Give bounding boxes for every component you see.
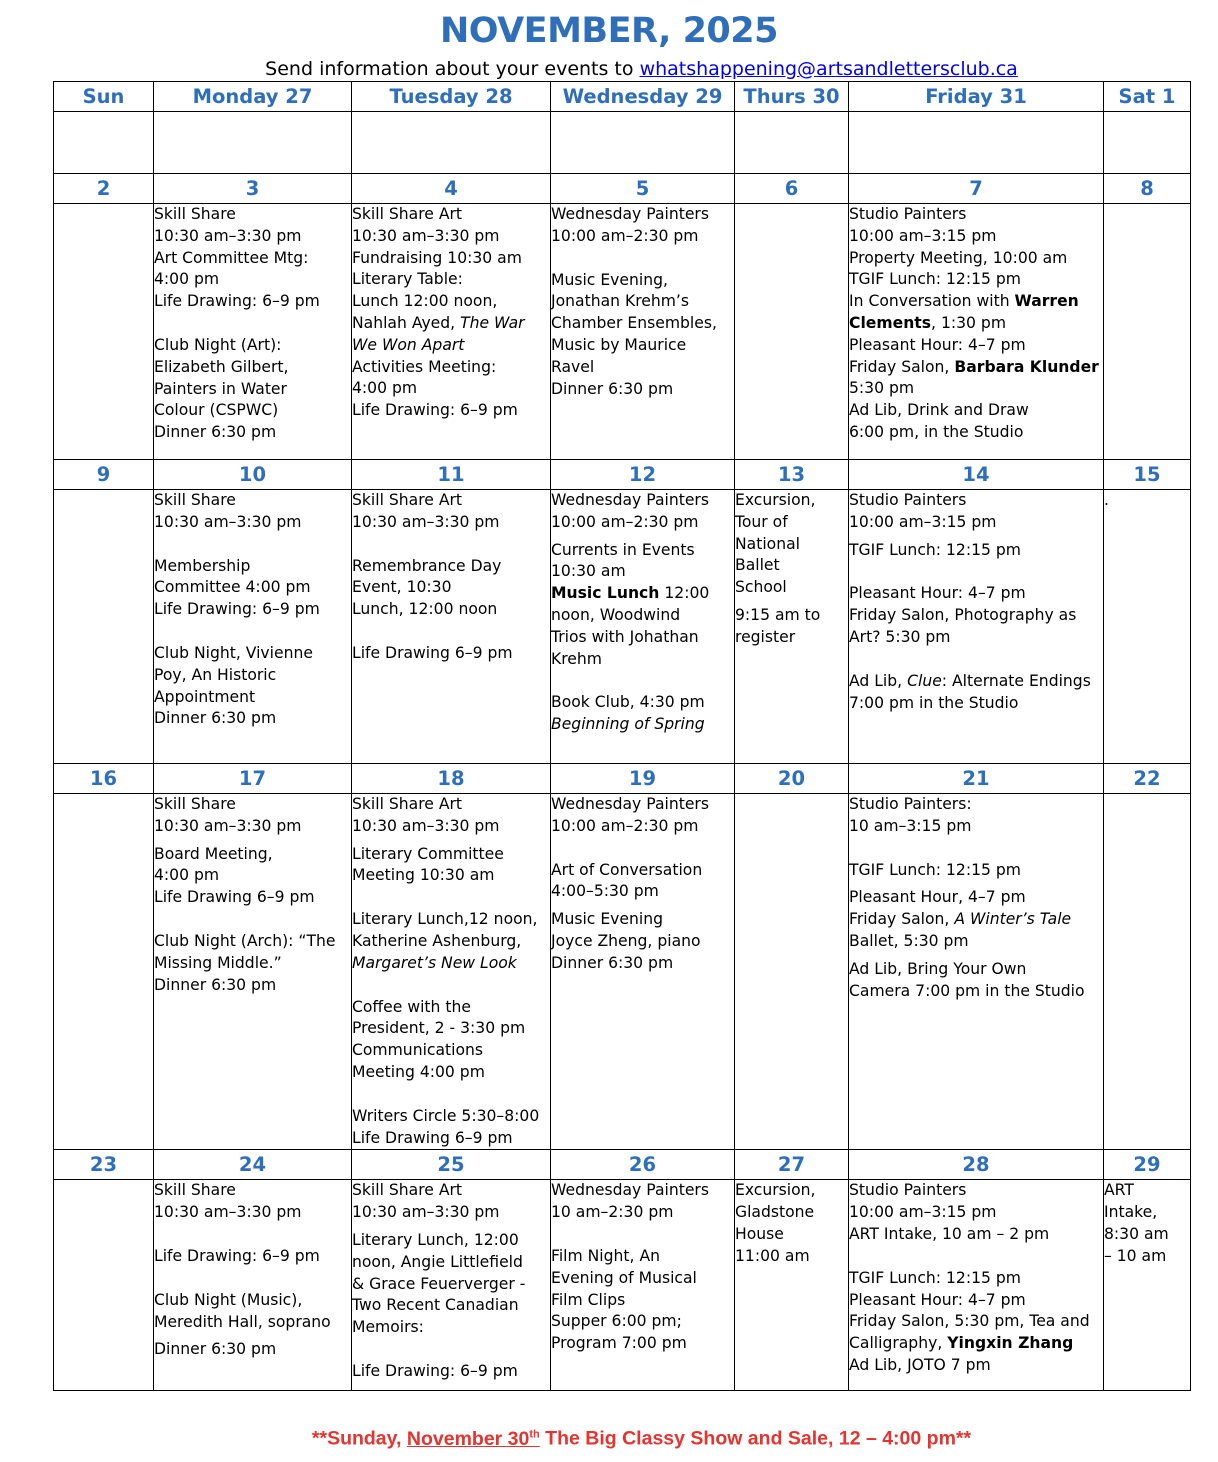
event-line: – 10 am <box>1104 1246 1167 1265</box>
event-line: Program 7:00 pm <box>551 1334 687 1353</box>
event-line: We Won Apart <box>352 335 465 354</box>
day-cell <box>849 794 1104 1150</box>
day-cell <box>154 490 352 764</box>
date-number: 28 <box>849 1150 1104 1180</box>
event-line: Memoirs: <box>352 1318 424 1337</box>
date-number: 27 <box>735 1150 849 1180</box>
event-line: Skill Share Art <box>352 491 463 509</box>
event-line: noon, Woodwind <box>551 605 681 624</box>
event-line: TGIF Lunch: 12:15 pm <box>849 540 1021 559</box>
event-line: TGIF Lunch: 12:15 pm <box>849 860 1021 879</box>
event-line: Krehm <box>551 649 602 668</box>
date-number: 13 <box>735 460 849 490</box>
event-line: Board Meeting, <box>154 844 273 863</box>
date-number: 26 <box>551 1150 735 1180</box>
event-line: 10:30 am–3:30 pm <box>154 1203 302 1222</box>
event-line: Fundraising 10:30 am <box>352 248 522 267</box>
date-number: 7 <box>849 174 1104 204</box>
event-line: Skill Share Art <box>352 795 463 813</box>
event-line: 8:30 am <box>1104 1224 1169 1243</box>
day-header-sun: Sun <box>54 82 154 112</box>
event-line: Ad Lib, Drink and Draw <box>849 401 1029 420</box>
day-cell <box>352 794 551 1150</box>
day-header-wed: Wednesday 29 <box>551 82 735 112</box>
event-line: 10 am–2:30 pm <box>551 1203 674 1222</box>
event-line: Dinner 6:30 pm <box>551 379 674 398</box>
day-cell <box>735 794 849 1150</box>
day-header-mon: Monday 27 <box>154 82 352 112</box>
event-line: Evening of Musical <box>551 1268 697 1287</box>
day-cell <box>551 1180 735 1391</box>
day-cell <box>352 1180 551 1391</box>
event-line: Lunch 12:00 noon, <box>352 292 498 311</box>
event-line: Meredith Hall, soprano <box>154 1312 331 1331</box>
event-line: Art? 5:30 pm <box>849 627 951 646</box>
date-number: 24 <box>154 1150 352 1180</box>
event-line: Joyce Zheng, piano <box>551 931 701 950</box>
event-line: 10:30 am–3:30 pm <box>154 226 302 245</box>
event-line: Pleasant Hour: 4–7 pm <box>849 1290 1026 1309</box>
event-line: 6:00 pm, in the Studio <box>849 422 1024 441</box>
event-line: 4:00 pm <box>154 866 220 885</box>
event-line: Literary Table: <box>352 270 463 289</box>
event-line: Music by Maurice <box>551 335 687 354</box>
event-line: Skill Share <box>154 491 236 509</box>
event-line: Coffee with the <box>352 997 471 1016</box>
week2-date-row <box>54 460 1191 490</box>
event-line: Dinner 6:30 pm <box>154 975 277 994</box>
week4-events-row <box>54 1180 1191 1391</box>
event-line: Dinner 6:30 pm <box>154 423 277 442</box>
event-line: Communications <box>352 1041 484 1060</box>
date-number: 22 <box>1104 764 1191 794</box>
event-line: Friday Salon, Photography as <box>849 606 1077 625</box>
event-line: Appointment <box>154 687 256 706</box>
event-line: & Grace Feuerverger - <box>352 1274 526 1293</box>
week3-date-row <box>54 764 1191 794</box>
calendar-table <box>53 81 1191 1391</box>
event-line: Missing Middle.” <box>154 953 282 972</box>
empty-cell <box>54 112 154 174</box>
footer-rest: The Big Classy Show and Sale, 12 – 4:00 pm** <box>539 1427 972 1450</box>
day-header-thu: Thurs 30 <box>735 82 849 112</box>
date-number: 14 <box>849 460 1104 490</box>
day-cell <box>735 490 849 764</box>
event-line: Studio Painters <box>849 491 967 509</box>
date-number: 29 <box>1104 1150 1191 1180</box>
event-line: 10:00 am–3:15 pm <box>849 1203 997 1222</box>
day-cell <box>1104 1180 1191 1391</box>
event-line: Film Clips <box>551 1290 626 1309</box>
event-line: Dinner 6:30 pm <box>154 709 277 728</box>
event-line: Book Club, 4:30 pm <box>551 693 705 712</box>
event-line: Club Night (Art): <box>154 335 282 354</box>
date-number: 23 <box>54 1150 154 1180</box>
event-line: 10:30 am–3:30 pm <box>352 226 500 245</box>
event-line: 9:15 am to <box>735 605 821 624</box>
day-cell <box>735 1180 849 1391</box>
date-number: 10 <box>154 460 352 490</box>
event-line: Life Drawing: 6–9 pm <box>352 401 518 420</box>
event-line: Wednesday Painters <box>551 795 709 813</box>
event-line: Meeting 4:00 pm <box>352 1062 485 1081</box>
event-line: Studio Painters <box>849 205 967 223</box>
day-cell <box>1104 490 1191 764</box>
event-line: Supper 6:00 pm; <box>551 1312 682 1331</box>
event-line: TGIF Lunch: 12:15 pm <box>849 270 1021 289</box>
event-line: Club Night (Music), <box>154 1290 303 1309</box>
event-line: Skill Share <box>154 205 236 223</box>
date-number: 5 <box>551 174 735 204</box>
event-line: 10:00 am–2:30 pm <box>551 512 699 531</box>
event-line: Literary Committee <box>352 844 504 863</box>
event-line: Meeting 10:30 am <box>352 866 495 885</box>
day-cell <box>154 1180 352 1391</box>
event-line: Wednesday Painters <box>551 205 709 223</box>
event-line: Ad Lib, Clue: Alternate Endings <box>849 671 1091 690</box>
event-line: 10:30 am–3:30 pm <box>154 512 302 531</box>
event-line: Writers Circle 5:30–8:00 <box>352 1106 540 1125</box>
day-cell <box>551 204 735 460</box>
day-cell <box>154 794 352 1150</box>
event-line: Clements, 1:30 pm <box>849 313 1007 332</box>
event-line: Property Meeting, 10:00 am <box>849 248 1068 267</box>
week0-row <box>54 112 1191 174</box>
event-line: Club Night (Arch): “The <box>154 931 336 950</box>
event-line: Ad Lib, JOTO 7 pm <box>849 1355 991 1374</box>
event-line: Life Drawing 6–9 pm <box>352 643 513 662</box>
date-number: 12 <box>551 460 735 490</box>
event-line: Music Evening, <box>551 270 668 289</box>
event-line: noon, Angie Littlefield <box>352 1252 523 1271</box>
event-line: Friday Salon, A Winter’s Tale <box>849 910 1072 929</box>
event-line: 10:00 am–2:30 pm <box>551 226 699 245</box>
event-line: 10:00 am–3:15 pm <box>849 226 997 245</box>
event-line: Camera 7:00 pm in the Studio <box>849 981 1085 1000</box>
event-line: 7:00 pm in the Studio <box>849 693 1019 712</box>
event-line: ART <box>1104 1181 1134 1200</box>
week4-date-row <box>54 1150 1191 1180</box>
event-line: Literary Lunch,12 noon, <box>352 910 538 929</box>
event-line: Studio Painters: <box>849 795 972 813</box>
date-number: 4 <box>352 174 551 204</box>
day-cell <box>1104 204 1191 460</box>
event-line: Skill Share Art <box>352 1181 463 1200</box>
event-line: 10:00 am–2:30 pm <box>551 816 699 835</box>
event-line: Ravel <box>551 357 595 376</box>
event-line: Life Drawing: 6–9 pm <box>352 1361 518 1380</box>
event-line: Film Night, An <box>551 1246 661 1265</box>
empty-cell <box>849 112 1104 174</box>
day-cell <box>352 204 551 460</box>
event-line: Life Drawing: 6–9 pm <box>154 1246 320 1265</box>
event-line: Wednesday Painters <box>551 491 709 509</box>
event-line: Colour (CSPWC) <box>154 401 279 420</box>
day-cell <box>352 490 551 764</box>
event-line: Membership <box>154 556 251 575</box>
day-cell <box>849 490 1104 764</box>
date-number: 11 <box>352 460 551 490</box>
day-cell <box>551 794 735 1150</box>
event-line: Friday Salon, 5:30 pm, Tea and <box>849 1312 1090 1331</box>
event-line: Beginning of Spring <box>551 715 705 734</box>
event-line: 10:30 am–3:30 pm <box>154 816 302 835</box>
event-line: President, 2 - 3:30 pm <box>352 1019 526 1038</box>
day-header-tue: Tuesday 28 <box>352 82 551 112</box>
event-line: Excursion, <box>735 491 816 509</box>
event-line: Currents in Events <box>551 540 695 559</box>
event-line: Art Committee Mtg: <box>154 248 309 267</box>
event-line: Friday Salon, Barbara Klunder <box>849 357 1099 376</box>
email-link[interactable]: whatshappening@artsandlettersclub.ca <box>639 58 1018 80</box>
event-line: 10:30 am–3:30 pm <box>352 1203 500 1222</box>
date-number: 16 <box>54 764 154 794</box>
event-line: Dinner 6:30 pm <box>154 1340 277 1359</box>
day-cell <box>551 490 735 764</box>
event-line: Wednesday Painters <box>551 1181 709 1200</box>
event-line: 4:00 pm <box>352 379 418 398</box>
event-line: TGIF Lunch: 12:15 pm <box>849 1268 1021 1287</box>
date-number: 2 <box>54 174 154 204</box>
event-line: Jonathan Krehm’s <box>551 292 690 311</box>
event-line: Intake, <box>1104 1203 1158 1222</box>
event-line: Katherine Ashenburg, <box>352 931 522 950</box>
event-line: 10 am–3:15 pm <box>849 816 972 835</box>
day-cell <box>1104 794 1191 1150</box>
footer-prefix: **Sunday, <box>311 1427 407 1450</box>
event-line: Music Lunch 12:00 <box>551 584 710 603</box>
event-line: Committee 4:00 pm <box>154 578 311 597</box>
date-number: 17 <box>154 764 352 794</box>
event-line: Art of Conversation <box>551 860 703 879</box>
event-line: 4:00–5:30 pm <box>551 882 659 901</box>
date-number: 15 <box>1104 460 1191 490</box>
day-header-row <box>54 82 1191 112</box>
event-line: Nahlah Ayed, The War <box>352 313 525 332</box>
event-line: 11:00 am <box>735 1246 810 1265</box>
date-number: 19 <box>551 764 735 794</box>
week2-events-row <box>54 490 1191 764</box>
week1-date-row <box>54 174 1191 204</box>
event-line: 5:30 pm <box>849 379 915 398</box>
event-line: 4:00 pm <box>154 270 220 289</box>
event-line: Margaret’s New Look <box>352 953 517 972</box>
empty-cell <box>551 112 735 174</box>
date-number: 21 <box>849 764 1104 794</box>
event-line: Excursion, <box>735 1181 816 1200</box>
event-line: 10:30 am–3:30 pm <box>352 816 500 835</box>
event-line: Life Drawing: 6–9 pm <box>154 292 320 311</box>
event-line: School <box>735 578 787 597</box>
event-line: . <box>1104 491 1109 509</box>
event-line: ART Intake, 10 am – 2 pm <box>849 1224 1050 1243</box>
event-line: Dinner 6:30 pm <box>551 953 674 972</box>
event-line: Ballet <box>735 556 780 575</box>
day-cell <box>154 204 352 460</box>
week1-events-row <box>54 204 1191 460</box>
day-cell <box>54 794 154 1150</box>
date-number: 20 <box>735 764 849 794</box>
day-header-sat: Sat 1 <box>1104 82 1191 112</box>
event-line: Pleasant Hour, 4–7 pm <box>849 888 1026 907</box>
event-line: Lunch, 12:00 noon <box>352 600 498 619</box>
event-line: Club Night, Vivienne <box>154 643 313 662</box>
date-number: 9 <box>54 460 154 490</box>
event-line: 10:30 am <box>551 562 626 581</box>
event-line: Event, 10:30 <box>352 578 452 597</box>
event-line: National <box>735 534 800 553</box>
event-line: Activities Meeting: <box>352 357 497 376</box>
event-line: 10:00 am–3:15 pm <box>849 512 997 531</box>
date-number: 6 <box>735 174 849 204</box>
date-number: 3 <box>154 174 352 204</box>
day-cell <box>54 204 154 460</box>
page-title: NOVEMBER, 2025 <box>439 11 778 51</box>
event-line: Studio Painters <box>849 1181 967 1200</box>
day-header-fri: Friday 31 <box>849 82 1104 112</box>
event-line: In Conversation with Warren <box>849 292 1079 311</box>
event-line: 10:30 am–3:30 pm <box>352 512 500 531</box>
subtitle-text: Send information about your events to <box>265 58 640 80</box>
empty-cell <box>735 112 849 174</box>
subtitle <box>0 57 1218 81</box>
event-line: Life Drawing 6–9 pm <box>154 888 315 907</box>
footer-date: November 30th <box>406 1427 540 1450</box>
empty-cell <box>154 112 352 174</box>
event-line: Life Drawing: 6–9 pm <box>154 600 320 619</box>
event-line: Two Recent Canadian <box>352 1296 519 1315</box>
date-number: 25 <box>352 1150 551 1180</box>
event-line: Poy, An Historic <box>154 665 277 684</box>
event-line: Tour of <box>735 512 788 531</box>
week3-events-row <box>54 794 1191 1150</box>
day-cell <box>849 1180 1104 1391</box>
event-line: Calligraphy, Yingxin Zhang <box>849 1334 1074 1353</box>
day-cell <box>735 204 849 460</box>
event-line: Literary Lunch, 12:00 <box>352 1230 519 1249</box>
event-line: Chamber Ensembles, <box>551 314 717 333</box>
date-number: 18 <box>352 764 551 794</box>
day-cell <box>54 490 154 764</box>
event-line: Music Evening <box>551 910 663 929</box>
event-line: Pleasant Hour: 4–7 pm <box>849 584 1026 603</box>
event-line: Pleasant Hour: 4–7 pm <box>849 335 1026 354</box>
event-line: Skill Share <box>154 795 236 813</box>
empty-cell <box>352 112 551 174</box>
event-line: register <box>735 627 796 646</box>
event-line: Life Drawing 6–9 pm <box>352 1128 513 1147</box>
event-line: Elizabeth Gilbert, <box>154 357 289 376</box>
event-line: Skill Share <box>154 1181 236 1200</box>
event-line: Skill Share Art <box>352 205 463 223</box>
event-line: Painters in Water <box>154 379 287 398</box>
event-line: Gladstone <box>735 1203 815 1222</box>
day-cell <box>849 204 1104 460</box>
day-cell <box>54 1180 154 1391</box>
event-line: House <box>735 1224 784 1243</box>
empty-cell <box>1104 112 1191 174</box>
event-line: Ad Lib, Bring Your Own <box>849 959 1027 978</box>
event-line: Ballet, 5:30 pm <box>849 931 969 950</box>
date-number: 8 <box>1104 174 1191 204</box>
event-line: Remembrance Day <box>352 556 502 575</box>
event-line: Trios with Johathan <box>551 627 699 646</box>
footer-announcement <box>0 1422 1218 1451</box>
